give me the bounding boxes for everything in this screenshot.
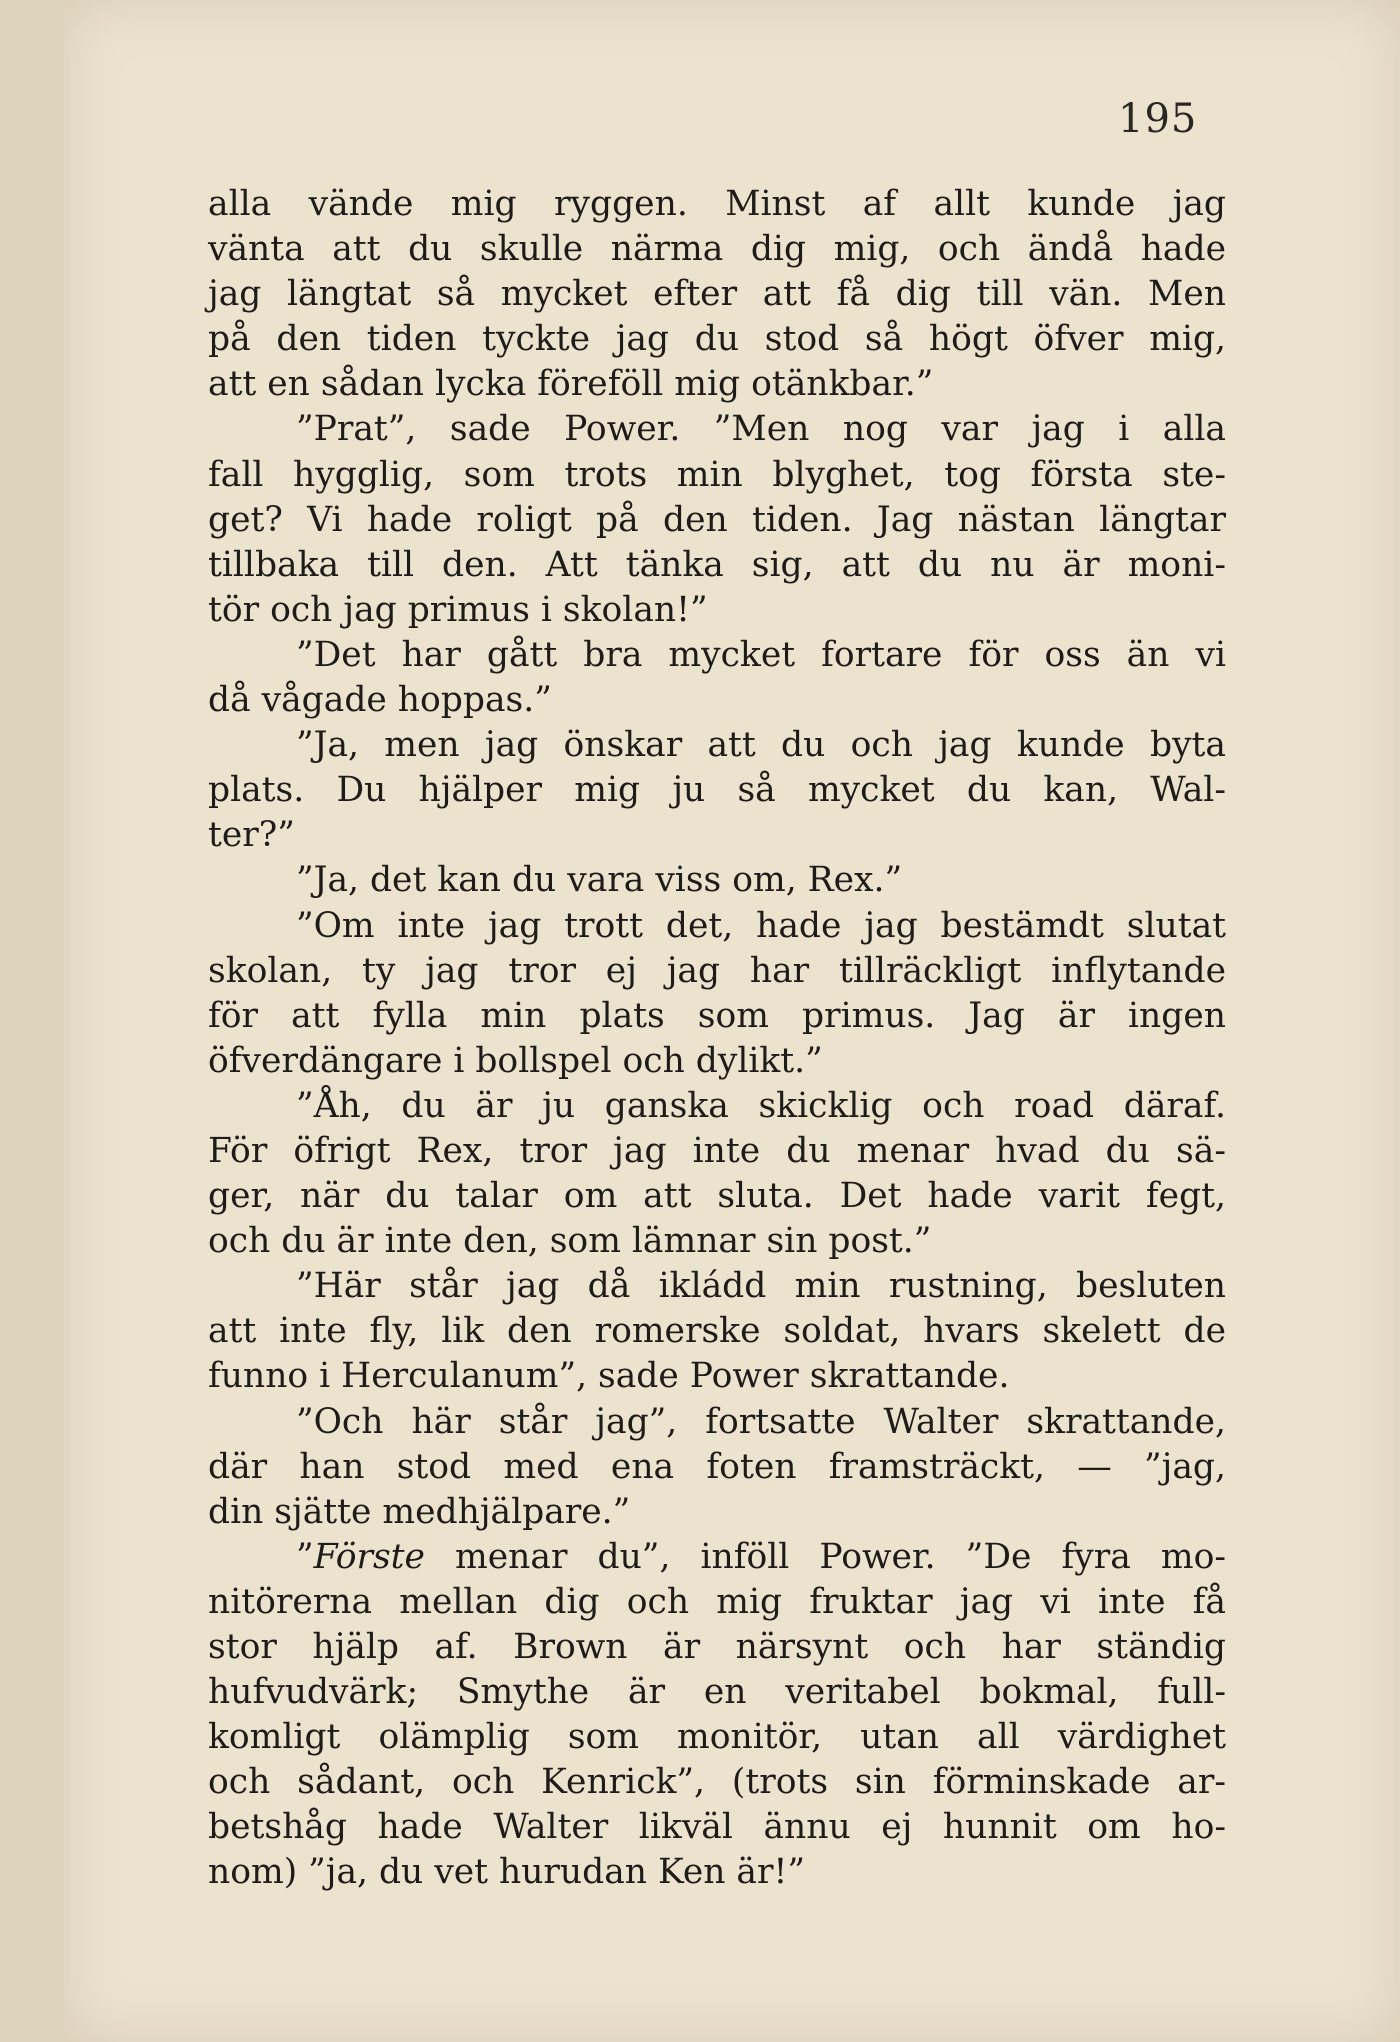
text-line: jag längtat så mycket efter att få dig till vän. Men [208,274,1226,315]
text-line: ”Prat”, sade Power. ”Men nog var jag i alla [296,409,1226,450]
text-line: fall hygglig, som trots min blyghet, tog första ste- [208,454,1226,495]
text-line: och sådant, och Kenrick”, (trots sin förminskade ar- [208,1762,1226,1803]
text-line: betshåg hade Walter likväl ännu ej hunnit om ho- [208,1807,1226,1848]
text-line: get? Vi hade roligt på den tiden. Jag nästan längtar [208,499,1226,540]
text-line: ter?” [208,815,295,856]
text-line: på den tiden tyckte jag du stod så högt öfver mig, [208,319,1226,360]
text-line: alla vände mig ryggen. Minst af allt kunde jag [208,184,1226,224]
italic-word: Förste [313,1536,425,1577]
text-line: ”Om inte jag trott det, hade jag bestämdt slutat [296,905,1226,946]
text-line: plats. Du hjälper mig ju så mycket du kan, Wal- [208,770,1226,811]
text-line: tör och jag primus i skolan!” [208,589,708,630]
text-line: ”Ja, det kan du vara viss om, Rex.” [296,860,903,901]
text-line: tillbaka till den. Att tänka sig, att du nu är moni- [208,544,1226,585]
text-line: nitörerna mellan dig och mig fruktar jag vi inte få [208,1581,1226,1622]
page-number: 195 [1118,96,1198,142]
text-line: stor hjälp af. Brown är närsynt och har ständig [208,1627,1226,1667]
text-line: funno i Herculanum”, sade Power skrattande. [208,1356,1010,1397]
text-line: ger, när du talar om att sluta. Det hade varit fegt, [208,1176,1226,1217]
text-line: ”Ja, men jag önskar att du och jag kunde byta [296,725,1226,766]
text-line: ”Förste menar du”, inföll Power. ”De fyra mo- [296,1536,1226,1577]
text-line: ”Här står jag då ikládd min rustning, besluten [296,1266,1226,1307]
text-line: ”Och här står jag”, fortsatte Walter skrattande, [296,1401,1226,1442]
text-line: din sjätte medhjälpare.” [208,1491,631,1532]
text-line: öfverdängare i bollspel och dylikt.” [208,1040,823,1081]
text-line: komligt olämplig som monitör, utan all värdighet [208,1717,1226,1758]
text-line: skolan, ty jag tror ej jag har tillräckligt inflytande [208,950,1226,991]
text-line: och du är inte den, som lämnar sin post.” [208,1221,932,1262]
body-text [208,182,1226,1896]
text-line: hufvudvärk; Smythe är en veritabel bokmal, full- [208,1672,1226,1713]
text-line: där han stod med ena foten framsträckt, — ”jag, [208,1446,1226,1487]
text-line: ”Åh, du är ju ganska skicklig och road däraf. [296,1085,1226,1126]
text-line: vänta att du skulle närma dig mig, och ändå hade [208,229,1226,270]
text-line: ”Det har gått bra mycket fortare för oss än vi [296,634,1226,675]
text-line: att inte fly, lik den romerske soldat, hvars skelett de [208,1311,1226,1352]
text-line: för att fylla min plats som primus. Jag är ingen [208,995,1226,1036]
text-line: att en sådan lycka föreföll mig otänkbar.” [208,364,934,405]
text-line: då vågade hoppas.” [208,680,552,721]
text-line: nom) ”ja, du vet hurudan Ken är!” [208,1852,805,1893]
text-line: För öfrigt Rex, tror jag inte du menar hvad du sä- [208,1130,1226,1171]
